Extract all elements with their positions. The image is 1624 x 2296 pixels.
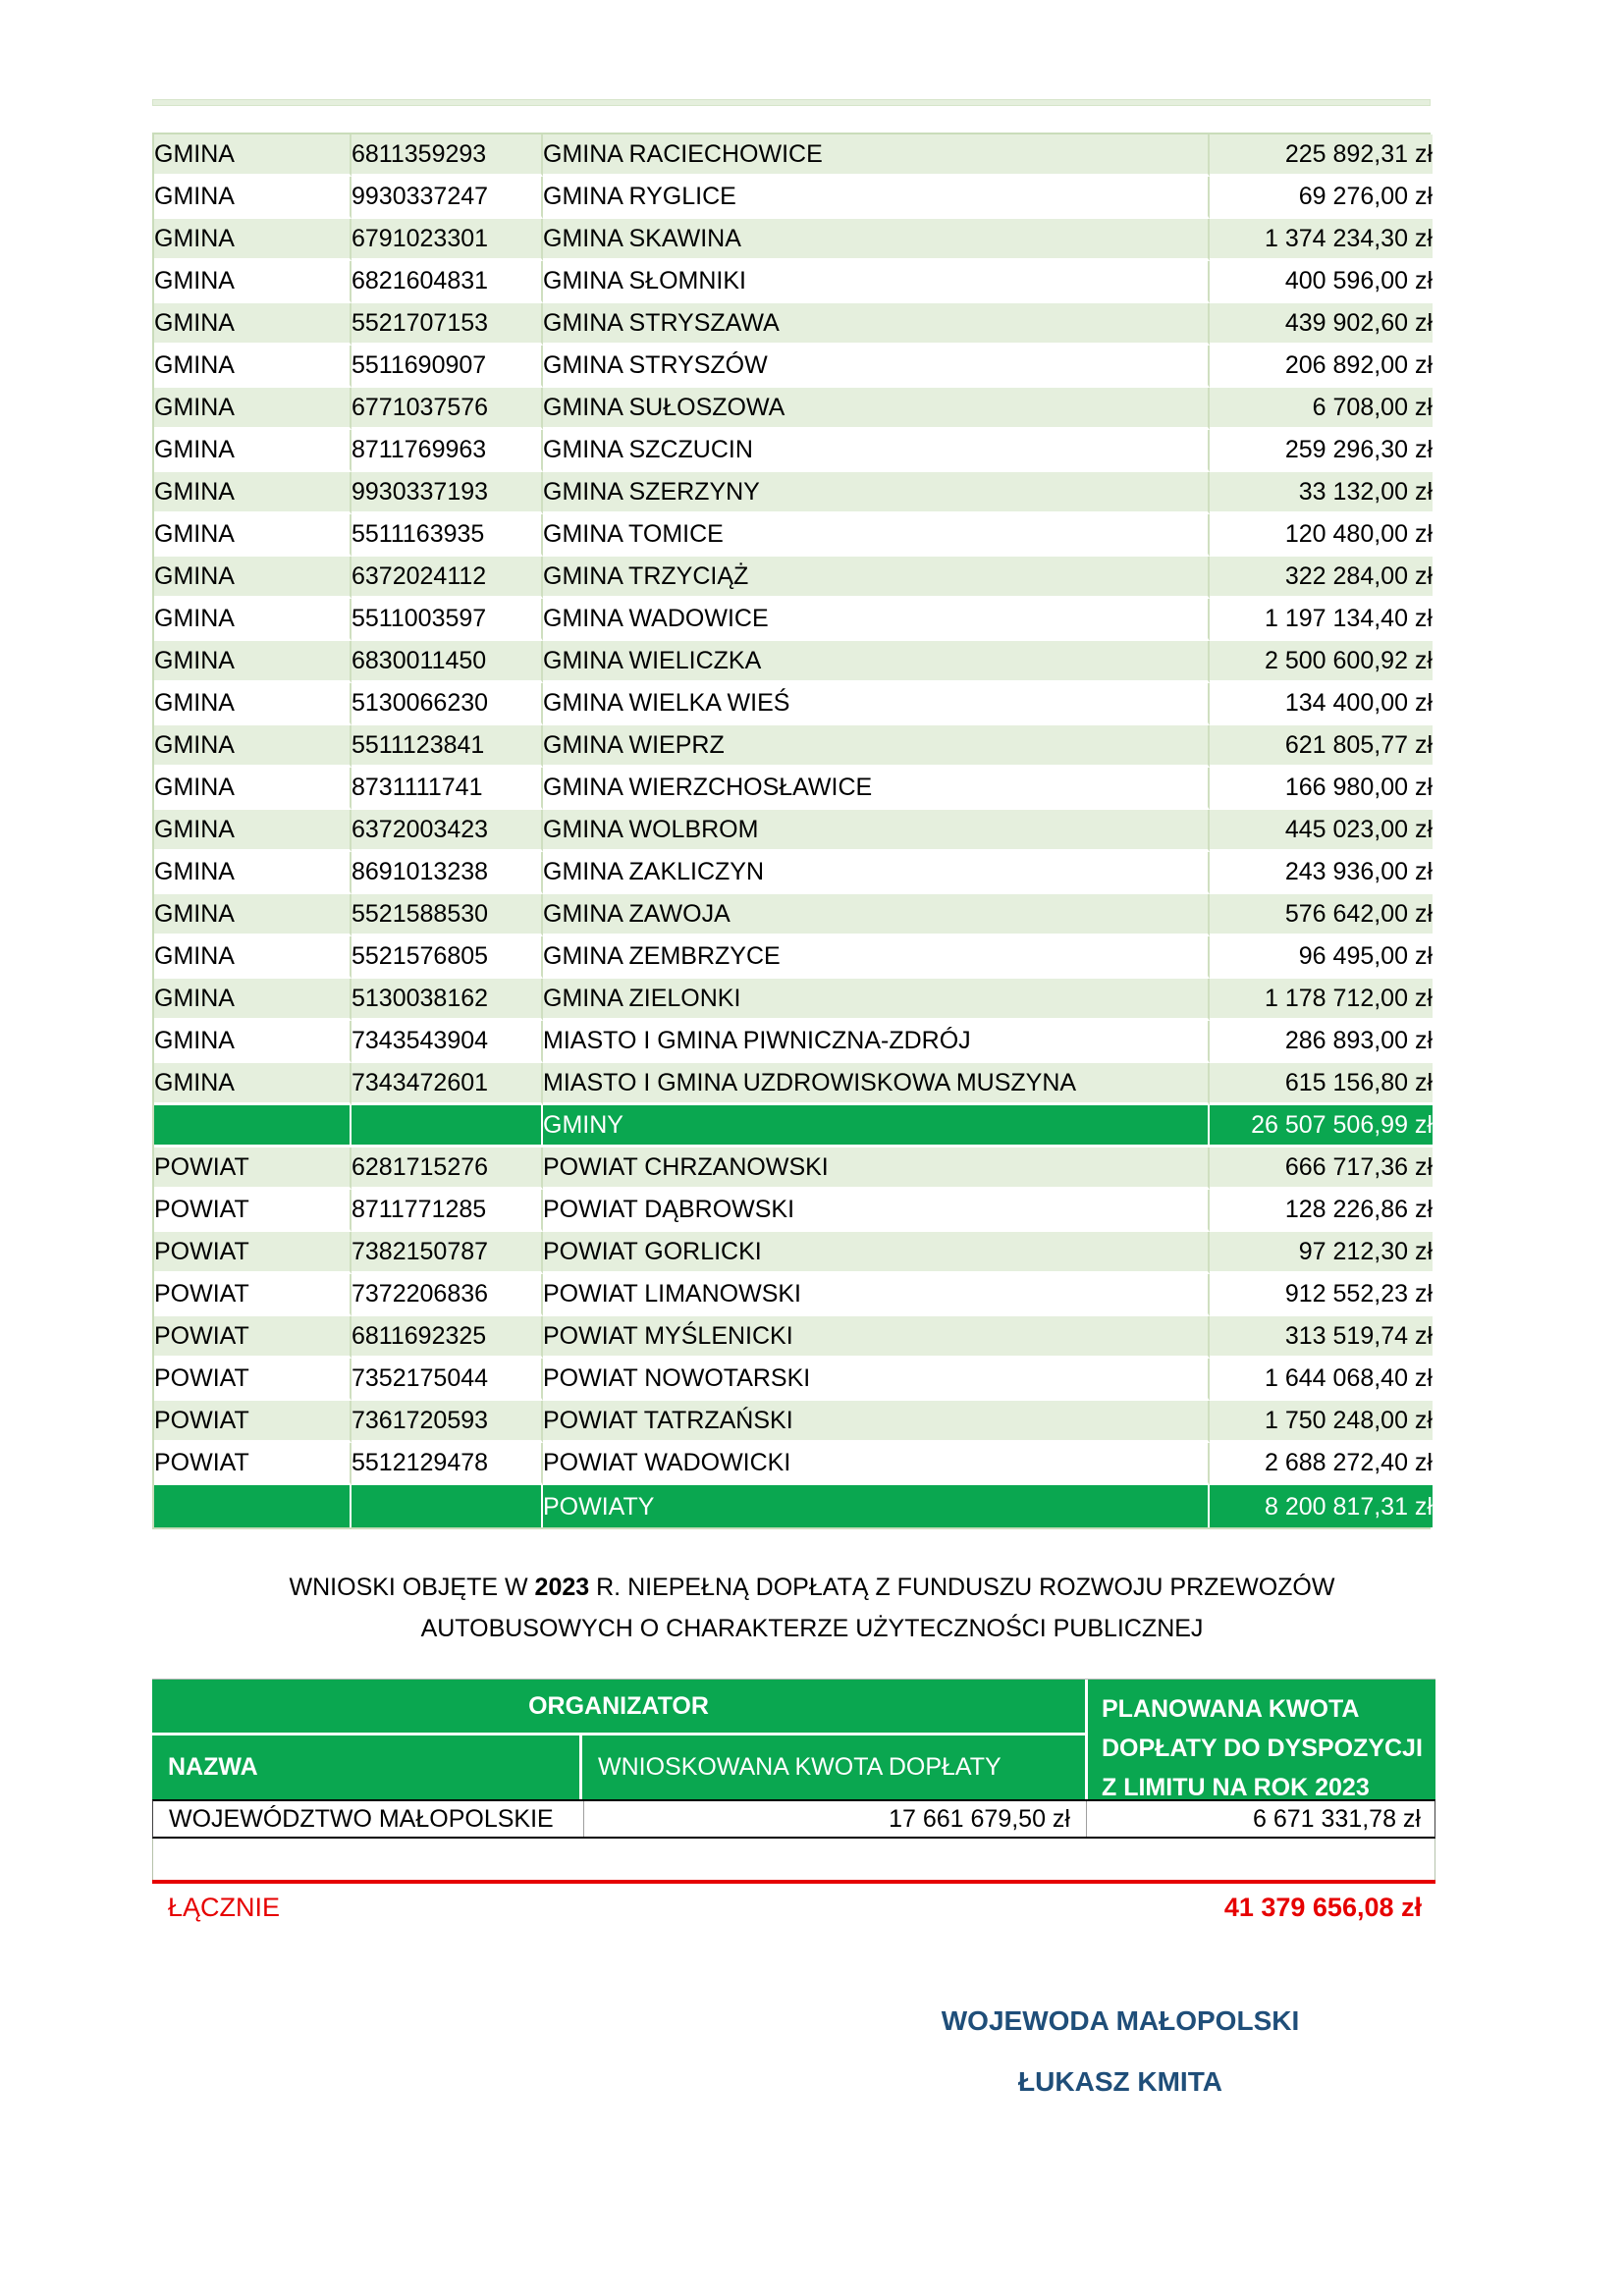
signature-title: WOJEWODA MAŁOPOLSKI <box>941 2005 1300 2036</box>
cell-amount: 400 596,00 zł <box>1210 261 1433 303</box>
section-title <box>0 1567 1624 1649</box>
cell-amount: 243 936,00 zł <box>1210 852 1433 894</box>
table-row <box>154 725 1433 768</box>
cell-name: GMINA SŁOMNIKI <box>543 261 1210 303</box>
cell-amount: 666 717,36 zł <box>1210 1148 1433 1190</box>
cell-nip: 5511003597 <box>352 599 543 641</box>
cell-name: POWIAT WADOWICKI <box>543 1443 1210 1485</box>
grand-total-label: ŁĄCZNIE <box>168 1893 281 1922</box>
cell-type: GMINA <box>154 177 352 219</box>
cell-amount: 69 276,00 zł <box>1210 177 1433 219</box>
cell-name: GMINA WIELICZKA <box>543 641 1210 683</box>
cell-amount: 576 642,00 zł <box>1210 894 1433 936</box>
cell-amount: 445 023,00 zł <box>1210 810 1433 852</box>
cell-name: GMINA WIELKA WIEŚ <box>543 683 1210 725</box>
table-row <box>154 514 1433 557</box>
cell-type <box>154 1105 352 1148</box>
cell-amount: 1 750 248,00 zł <box>1210 1401 1433 1443</box>
cell-amount: 2 688 272,40 zł <box>1210 1443 1433 1485</box>
cell-name: GMINA ZIELONKI <box>543 979 1210 1021</box>
table-row <box>154 303 1433 346</box>
planowana-header-cell <box>1085 1680 1435 1799</box>
cell-type <box>154 1485 352 1527</box>
empty-spacer-row <box>152 1839 1435 1880</box>
cell-amount: 97 212,30 zł <box>1210 1232 1433 1274</box>
table-row <box>154 979 1433 1021</box>
cell-nip: 5130066230 <box>352 683 543 725</box>
cell-type: GMINA <box>154 303 352 346</box>
table-row <box>154 810 1433 852</box>
cell-name: GMINA WADOWICE <box>543 599 1210 641</box>
cell-amount: 2 500 600,92 zł <box>1210 641 1433 683</box>
planowana-line: Z LIMITU NA ROK 2023 <box>1102 1774 1370 1801</box>
cell-type: GMINA <box>154 557 352 599</box>
cell-name: GMINA STRYSZAWA <box>543 303 1210 346</box>
cell-amount: 313 519,74 zł <box>1210 1316 1433 1359</box>
cell-nip: 7372206836 <box>352 1274 543 1316</box>
cell-name: GMINA WOLBROM <box>543 810 1210 852</box>
cell-type: POWIAT <box>154 1316 352 1359</box>
table-row <box>154 599 1433 641</box>
cell-amount: 621 805,77 zł <box>1210 725 1433 768</box>
table-row <box>154 1021 1433 1063</box>
organizer-table <box>152 1679 1435 1923</box>
cell-amount: 912 552,23 zł <box>1210 1274 1433 1316</box>
cell-nip: 7382150787 <box>352 1232 543 1274</box>
cell-nip: 5511123841 <box>352 725 543 768</box>
cell-name: GMINA SZCZUCIN <box>543 430 1210 472</box>
table-row <box>154 641 1433 683</box>
cell-nip: 8691013238 <box>352 852 543 894</box>
signature-name: ŁUKASZ KMITA <box>1018 2066 1222 2097</box>
cell-name: MIASTO I GMINA UZDROWISKOWA MUSZYNA <box>543 1063 1210 1105</box>
table-row <box>154 894 1433 936</box>
organizator-header-cell: ORGANIZATOR <box>152 1680 1085 1735</box>
table-row <box>154 1443 1433 1485</box>
cell-name: POWIAT DĄBROWSKI <box>543 1190 1210 1232</box>
cell-nip: 5521707153 <box>352 303 543 346</box>
cell-nip: 6372003423 <box>352 810 543 852</box>
section-title-line2: AUTOBUSOWYCH O CHARAKTERZE UŻYTECZNOŚCI PUBLICZNEJ <box>420 1615 1204 1642</box>
cell-amount: 8 200 817,31 zł <box>1210 1485 1433 1527</box>
wnioskowana-header-cell: WNIOSKOWANA KWOTA DOPŁATY <box>598 1753 1001 1781</box>
title-year: 2023 <box>534 1574 590 1601</box>
planowana-line: PLANOWANA KWOTA <box>1102 1695 1360 1723</box>
cell-type: GMINA <box>154 134 352 177</box>
cell-nip: 6811692325 <box>352 1316 543 1359</box>
cell-name: GMINA ZAWOJA <box>543 894 1210 936</box>
cell-type: GMINA <box>154 599 352 641</box>
planowana-line: DOPŁATY DO DYSPOZYCJI <box>1102 1735 1423 1762</box>
cell-name: POWIAT MYŚLENICKI <box>543 1316 1210 1359</box>
cell-name: GMINY <box>543 1105 1210 1148</box>
cell-name: GMINA SKAWINA <box>543 219 1210 261</box>
cell-nip: 8731111741 <box>352 768 543 810</box>
table-row <box>154 683 1433 725</box>
cell-amount: 120 480,00 zł <box>1210 514 1433 557</box>
cell-name: POWIAT NOWOTARSKI <box>543 1359 1210 1401</box>
table-row <box>154 1401 1433 1443</box>
cell-amount: 128 226,86 zł <box>1210 1190 1433 1232</box>
cell-name: POWIAT GORLICKI <box>543 1232 1210 1274</box>
cell-type: GMINA <box>154 894 352 936</box>
cell-type: GMINA <box>154 346 352 388</box>
table-row <box>154 1359 1433 1401</box>
cell-type: POWIAT <box>154 1401 352 1443</box>
cell-nip: 7361720593 <box>352 1401 543 1443</box>
table-row <box>154 557 1433 599</box>
cell-amount: 206 892,00 zł <box>1210 346 1433 388</box>
cell-nip: 8711769963 <box>352 430 543 472</box>
cell-amount: 1 178 712,00 zł <box>1210 979 1433 1021</box>
cell-name: GMINA RACIECHOWICE <box>543 134 1210 177</box>
table-row <box>154 768 1433 810</box>
cell-amount: 1 197 134,40 zł <box>1210 599 1433 641</box>
summary-row <box>154 1105 1433 1148</box>
cell-name: GMINA WIERZCHOSŁAWICE <box>543 768 1210 810</box>
table-row <box>154 1232 1433 1274</box>
cell-name: GMINA STRYSZÓW <box>543 346 1210 388</box>
cell-type: POWIAT <box>154 1232 352 1274</box>
title-prefix: WNIOSKI OBJĘTE W <box>289 1574 535 1601</box>
cell-nip <box>352 1485 543 1527</box>
cell-type: POWIAT <box>154 1274 352 1316</box>
cell-type: GMINA <box>154 936 352 979</box>
cell-nip: 6821604831 <box>352 261 543 303</box>
cell-amount: 134 400,00 zł <box>1210 683 1433 725</box>
cell-type: GMINA <box>154 514 352 557</box>
cell-name: POWIAT TATRZAŃSKI <box>543 1401 1210 1443</box>
table-row <box>154 1316 1433 1359</box>
cell-type: GMINA <box>154 768 352 810</box>
table-row <box>154 388 1433 430</box>
cell-name: GMINA WIEPRZ <box>543 725 1210 768</box>
cell-amount: 26 507 506,99 zł <box>1210 1105 1433 1148</box>
table-row <box>154 430 1433 472</box>
cell-type: POWIAT <box>154 1359 352 1401</box>
cell-name: GMINA ZEMBRZYCE <box>543 936 1210 979</box>
cell-nip: 5512129478 <box>352 1443 543 1485</box>
cell-amount: 615 156,80 zł <box>1210 1063 1433 1105</box>
cell-type: GMINA <box>154 1021 352 1063</box>
allocations-table-body <box>154 134 1433 1527</box>
cell-name: GMINA SZERZYNY <box>543 472 1210 514</box>
table-row <box>154 261 1433 303</box>
cell-nip: 6811359293 <box>352 134 543 177</box>
cell-nip <box>352 1105 543 1148</box>
table-row <box>154 472 1433 514</box>
cell-amount: 6 708,00 zł <box>1210 388 1433 430</box>
allocations-table <box>152 133 1431 1529</box>
table-row <box>154 1190 1433 1232</box>
cell-amount: 1 644 068,40 zł <box>1210 1359 1433 1401</box>
cell-nip: 7343543904 <box>352 1021 543 1063</box>
table-row <box>154 1274 1433 1316</box>
cell-amount: 96 495,00 zł <box>1210 936 1433 979</box>
cell-name: POWIAT LIMANOWSKI <box>543 1274 1210 1316</box>
cell-amount: 322 284,00 zł <box>1210 557 1433 599</box>
cell-nip: 6372024112 <box>352 557 543 599</box>
cell-name: MIASTO I GMINA PIWNICZNA-ZDRÓJ <box>543 1021 1210 1063</box>
section-title-line1 <box>0 1567 1624 1608</box>
cell-name: GMINA SUŁOSZOWA <box>543 388 1210 430</box>
cell-type: GMINA <box>154 979 352 1021</box>
cell-nip: 5511163935 <box>352 514 543 557</box>
cell-nip: 7343472601 <box>352 1063 543 1105</box>
cell-amount: 225 892,31 zł <box>1210 134 1433 177</box>
organizer-name-cell: WOJEWÓDZTWO MAŁOPOLSKIE <box>169 1805 554 1833</box>
title-suffix: R. NIEPEŁNĄ DOPŁATĄ Z FUNDUSZU ROZWOJU PRZEWOZÓW <box>589 1574 1335 1601</box>
cell-amount: 439 902,60 zł <box>1210 303 1433 346</box>
cell-amount: 166 980,00 zł <box>1210 768 1433 810</box>
cell-nip: 8711771285 <box>352 1190 543 1232</box>
cell-type: GMINA <box>154 472 352 514</box>
table-row <box>154 219 1433 261</box>
wnioskowana-amount-cell: 17 661 679,50 zł <box>583 1801 1086 1837</box>
cell-amount: 259 296,30 zł <box>1210 430 1433 472</box>
cell-type: GMINA <box>154 261 352 303</box>
cell-nip: 6791023301 <box>352 219 543 261</box>
table-row <box>154 936 1433 979</box>
cell-name: GMINA ZAKLICZYN <box>543 852 1210 894</box>
cell-type: GMINA <box>154 683 352 725</box>
cell-name: GMINA TOMICE <box>543 514 1210 557</box>
cell-nip: 5511690907 <box>352 346 543 388</box>
cell-amount: 1 374 234,30 zł <box>1210 219 1433 261</box>
cell-name: GMINA TRZYCIĄŻ <box>543 557 1210 599</box>
table-row <box>154 346 1433 388</box>
cell-type: POWIAT <box>154 1443 352 1485</box>
cell-type: GMINA <box>154 219 352 261</box>
cell-nip: 6281715276 <box>352 1148 543 1190</box>
grand-total-amount: 41 379 656,08 zł <box>1223 1893 1422 1922</box>
cell-nip: 5521588530 <box>352 894 543 936</box>
cell-type: GMINA <box>154 388 352 430</box>
table-row <box>154 134 1433 177</box>
cell-nip: 6771037576 <box>352 388 543 430</box>
cell-nip: 7352175044 <box>352 1359 543 1401</box>
summary-row <box>154 1485 1433 1527</box>
cell-type: GMINA <box>154 810 352 852</box>
cell-nip: 5130038162 <box>352 979 543 1021</box>
planowana-amount-cell: 6 671 331,78 zł <box>1086 1801 1436 1837</box>
signature-block <box>875 2006 1366 2097</box>
allocations-table-grid <box>154 134 1433 1527</box>
cell-nip: 9930337247 <box>352 177 543 219</box>
cell-type: POWIAT <box>154 1190 352 1232</box>
cell-type: GMINA <box>154 725 352 768</box>
cell-type: GMINA <box>154 852 352 894</box>
cut-off-row-sliver <box>152 99 1431 106</box>
cell-type: GMINA <box>154 641 352 683</box>
cell-name: POWIATY <box>543 1485 1210 1527</box>
organizer-table-header <box>152 1679 1435 1799</box>
cell-nip: 9930337193 <box>352 472 543 514</box>
nazwa-header-cell: NAZWA <box>152 1735 582 1799</box>
table-row <box>154 1063 1433 1105</box>
cell-type: GMINA <box>154 430 352 472</box>
cell-name: POWIAT CHRZANOWSKI <box>543 1148 1210 1190</box>
red-double-rule <box>152 1880 1435 1884</box>
table-row <box>154 177 1433 219</box>
table-row <box>154 1148 1433 1190</box>
cell-type: POWIAT <box>154 1148 352 1190</box>
grand-total-row <box>152 1893 1435 1923</box>
cell-name: GMINA RYGLICE <box>543 177 1210 219</box>
cell-amount: 286 893,00 zł <box>1210 1021 1433 1063</box>
cell-amount: 33 132,00 zł <box>1210 472 1433 514</box>
cell-type: GMINA <box>154 1063 352 1105</box>
cell-nip: 6830011450 <box>352 641 543 683</box>
cell-nip: 5521576805 <box>352 936 543 979</box>
table-row <box>154 852 1433 894</box>
organizer-data-row <box>152 1799 1435 1839</box>
